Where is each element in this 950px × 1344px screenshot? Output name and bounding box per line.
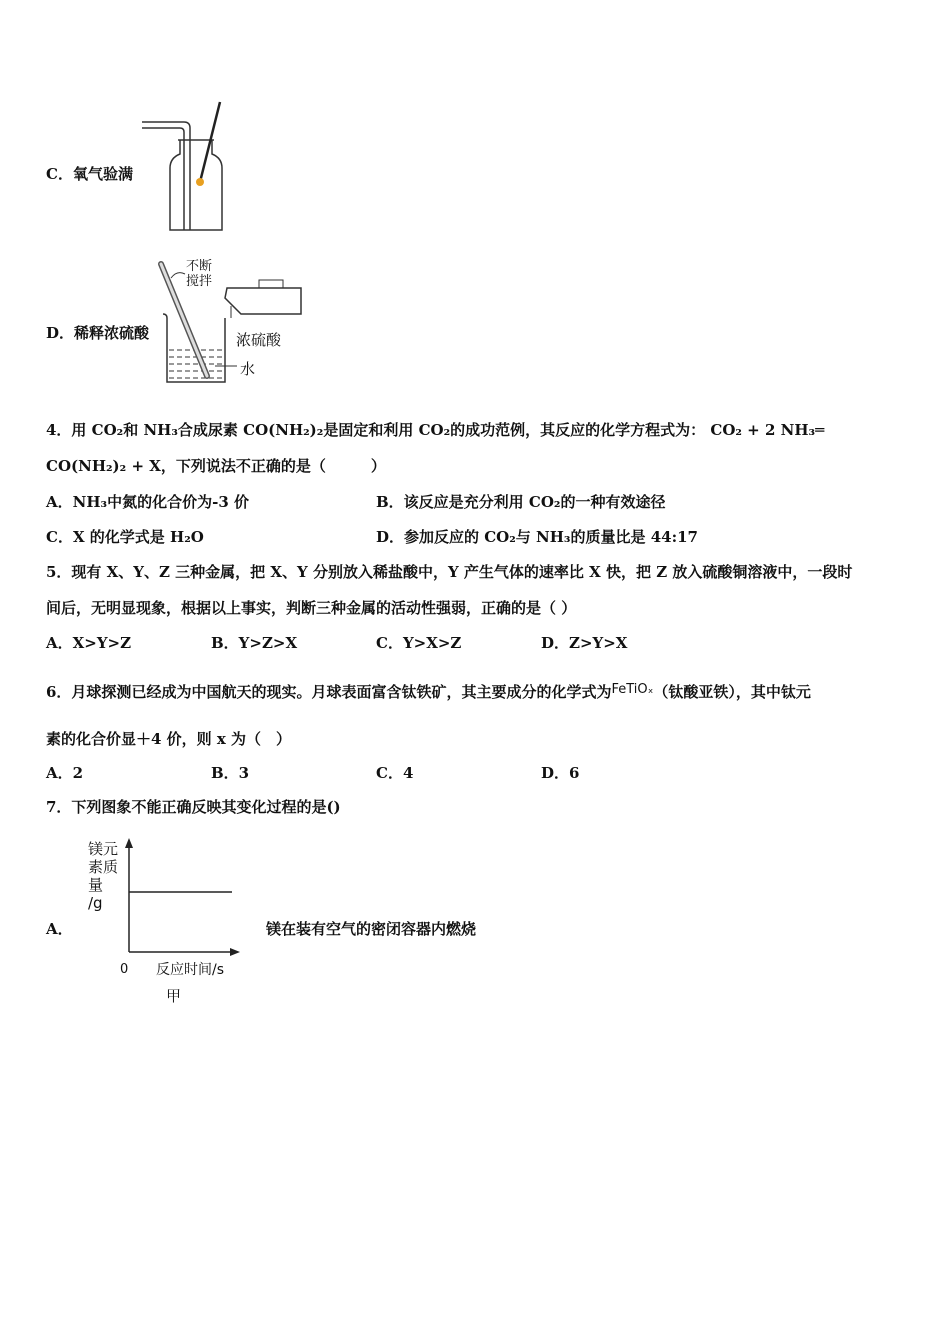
x-axis-arrow [230, 948, 240, 956]
chart-ylabel-4: /g [88, 894, 103, 912]
q6-stem-pre: 6．月球探测已经成为中国航天的现实。月球表面富含钛铁矿，其主要成分的化学式为 [46, 683, 612, 701]
q4-stem-line1: 4．用 CO₂和 NH₃合成尿素 CO(NH₂)₂是固定和利用 CO₂的成功范例，其反应的化学方程式为： CO₂ + 2 NH₃═ [46, 421, 825, 439]
dilute-acid-figure [155, 258, 305, 388]
q6-option-a: A．2 [46, 764, 84, 782]
q5-option-d: D．Z>Y>X [541, 634, 628, 652]
chart-xlabel: 反应时间/s [156, 962, 225, 978]
q6-stem-line1 [46, 680, 811, 702]
y-axis-arrow [125, 838, 133, 848]
q4-option-d: D．参加反应的 CO₂与 NH₃的质量比是 44:17 [376, 528, 698, 546]
q6-stem-line2: 素的化合价显＋4 价，则 x 为（ ） [46, 730, 292, 748]
q6-option-c: C．4 [376, 764, 414, 782]
water-label: 水 [240, 360, 256, 378]
mg-mass-chart [120, 836, 250, 966]
chart-ylabel [88, 840, 118, 912]
stir-label [186, 259, 212, 289]
option-c-label: C．氧气验满 [46, 165, 133, 183]
chart-origin: 0 [120, 962, 129, 977]
acid-label: 浓硫酸 [236, 331, 282, 349]
q7-stem: 7．下列图象不能正确反映其变化过程的是() [46, 798, 341, 816]
stir-label-line2: 搅拌 [186, 274, 213, 289]
q4-option-b: B．该反应是充分利用 CO₂的一种有效途径 [376, 493, 666, 511]
q5-stem-line2: 间后，无明显现象，根据以上事实，判断三种金属的活动性强弱，正确的是（ ） [46, 599, 577, 617]
q5-option-c: C．Y>X>Z [376, 634, 462, 652]
chart-ylabel-2: 素质 [88, 858, 119, 876]
stir-label-line1: 不断 [186, 259, 213, 274]
q5-option-a: A．X>Y>Z [46, 634, 132, 652]
chart-ylabel-1: 镁元 [88, 840, 119, 858]
q5-option-b: B．Y>Z>X [211, 634, 298, 652]
chart-caption: 甲 [166, 987, 182, 1005]
chart-ylabel-3: 量 [88, 876, 104, 894]
oxygen-test-figure [138, 98, 238, 238]
q7-option-a-label: A． [46, 920, 73, 938]
q7-option-a-desc: 镁在装有空气的密闭容器内燃烧 [266, 920, 477, 938]
q4-option-a: A．NH₃中氮的化合价为-3 价 [46, 493, 249, 511]
q4-option-c: C．X 的化学式是 H₂O [46, 528, 204, 546]
q6-stem-post: （钛酸亚铁），其中钛元 [653, 683, 811, 701]
q4-stem-line2: CO(NH₂)₂ + X，下列说法不正确的是（ ） [46, 457, 386, 475]
q5-stem-line1: 5．现有 X、Y、Z 三种金属，把 X、Y 分别放入稀盐酸中，Y 产生气体的速率比 X 快，把 Z 放入硫酸铜溶液中，一段时 [46, 563, 853, 581]
q6-option-d: D．6 [541, 764, 580, 782]
q6-formula: FeTiOₓ [611, 682, 654, 697]
option-d-label: D．稀释浓硫酸 [46, 324, 150, 342]
q6-option-b: B．3 [211, 764, 250, 782]
